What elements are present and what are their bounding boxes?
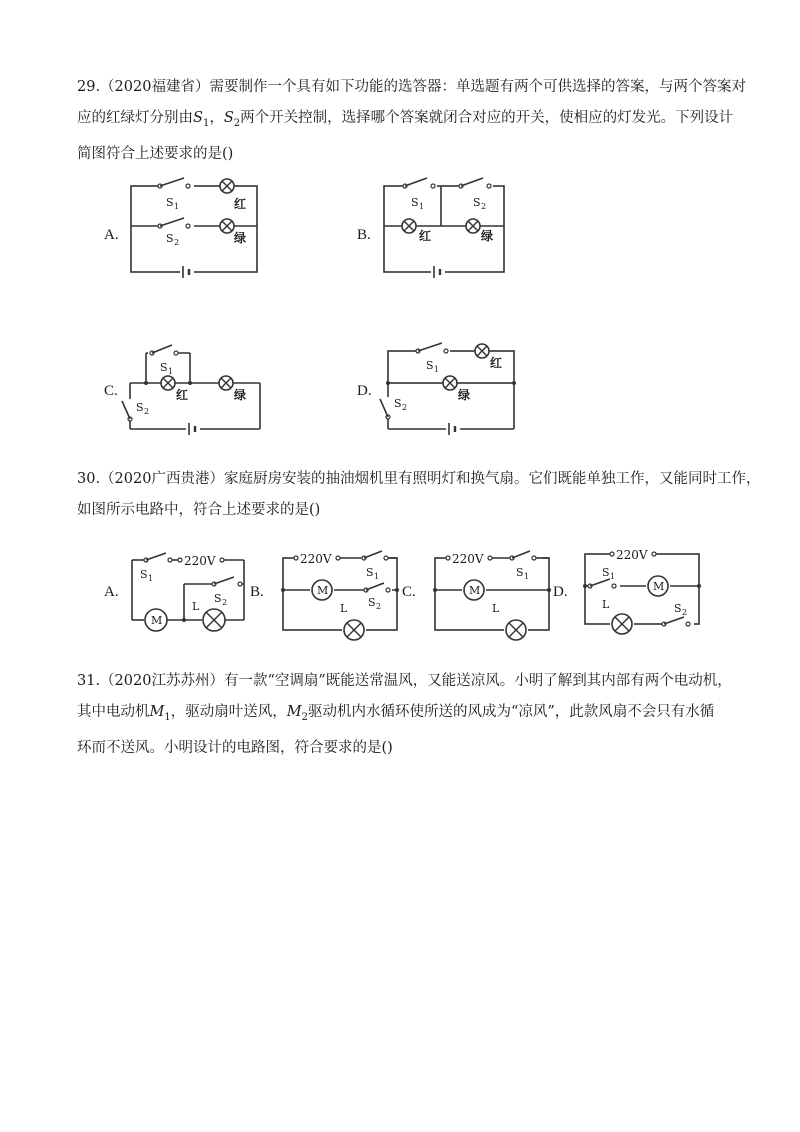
q29-circuit-a (130, 180, 260, 276)
svg-text:1: 1 (524, 572, 530, 581)
q29-circuit-c (130, 345, 270, 435)
svg-text:2: 2 (174, 238, 180, 247)
q29-line-1: 29.（2020福建省）需要制作一个具有如下功能的选答器：单选题有两个可供选择的答案，与两个答案对 (77, 79, 746, 95)
q30-option-b-label[interactable]: B. (250, 584, 264, 600)
green-lamp-icon (219, 376, 233, 390)
q30-circuit-a (130, 550, 250, 632)
svg-text:绿: 绿 (481, 229, 494, 243)
question-31 (77, 666, 737, 764)
lamp-icon (506, 620, 526, 640)
svg-text:220V: 220V (184, 554, 216, 568)
svg-text:L: L (192, 600, 200, 613)
red-lamp-icon (220, 179, 234, 193)
q30-circuit-d (584, 546, 704, 630)
q30-line-2: 如图所示电路中，符合上述要求的是() (77, 502, 321, 518)
svg-text:S: S (166, 196, 174, 209)
svg-text:2: 2 (144, 407, 150, 416)
svg-text:S: S (140, 568, 148, 581)
q29-option-b-label[interactable]: B. (357, 227, 371, 243)
q31-line-3: 环而不送风。小明设计的电路图，符合要求的是() (77, 739, 393, 756)
switch-s2 (122, 401, 132, 421)
q29-option-c-label[interactable]: C. (104, 383, 118, 399)
svg-text:S: S (366, 566, 374, 579)
svg-text:M: M (469, 584, 481, 597)
svg-text:红: 红 (176, 388, 189, 402)
red-lamp-icon (475, 344, 489, 358)
svg-text:L: L (492, 602, 500, 615)
switch-s2 (212, 577, 242, 586)
svg-text:2: 2 (682, 608, 688, 617)
svg-text:绿: 绿 (234, 231, 247, 245)
svg-text:2: 2 (402, 403, 408, 412)
q29-line-3: 简图符合上述要求的是() (77, 145, 234, 162)
svg-text:S: S (426, 359, 434, 372)
svg-text:S: S (214, 592, 222, 605)
svg-text:L: L (340, 602, 348, 615)
svg-text:1: 1 (419, 202, 425, 211)
q30-circuit-b (282, 550, 402, 634)
green-lamp-icon (220, 219, 234, 233)
red-lamp-icon (402, 219, 416, 233)
svg-text:S: S (136, 401, 144, 414)
svg-text:绿: 绿 (458, 388, 471, 402)
svg-text:S: S (166, 232, 174, 245)
lamp-icon (612, 614, 632, 634)
svg-text:红: 红 (234, 197, 247, 211)
svg-text:L: L (602, 598, 610, 611)
svg-text:1: 1 (174, 202, 180, 211)
q29-option-d-label[interactable]: D. (357, 383, 372, 399)
svg-text:S: S (411, 196, 419, 209)
svg-text:M: M (653, 580, 665, 593)
switch-s2 (380, 399, 390, 419)
lamp-icon (344, 620, 364, 640)
svg-text:1: 1 (374, 572, 380, 581)
svg-text:1: 1 (434, 365, 440, 374)
svg-text:红: 红 (419, 229, 432, 243)
svg-text:1: 1 (610, 572, 616, 581)
svg-text:2: 2 (481, 202, 487, 211)
red-lamp-icon (161, 376, 175, 390)
q30-option-a-label[interactable]: A. (104, 584, 119, 600)
green-lamp-icon (466, 219, 480, 233)
switch-symbol-s1: $S_1$ (193, 110, 210, 129)
svg-text:220V: 220V (616, 548, 648, 562)
svg-text:220V: 220V (452, 552, 484, 566)
q30-option-c-label[interactable]: C. (402, 584, 416, 600)
switch-s1 (144, 553, 172, 562)
svg-text:220V: 220V (300, 552, 332, 566)
q29-circuit-b (383, 180, 513, 276)
q29-line-2: 应的红绿灯分别由$S_1$，$S_2$两个开关控制，选择哪个答案就闭合对应的开关，使相应的灯发光。下列设计 (77, 110, 734, 129)
motor-symbol-m1: $M_1$ (149, 704, 171, 723)
q29-circuit-d (388, 345, 528, 435)
svg-text:红: 红 (490, 356, 503, 370)
svg-text:S: S (602, 566, 610, 579)
q31-line-2: 其中电动机$M_1$，驱动扇叶送风，$M_2$驱动机内水循环使所送的风成为“凉风”，此款风扇不会只有水循 (77, 704, 715, 723)
switch-symbol-s2: $S_2$ (223, 110, 241, 129)
svg-text:S: S (674, 602, 682, 615)
svg-text:S: S (160, 361, 168, 374)
question-29 (77, 72, 746, 170)
green-lamp-icon (443, 376, 457, 390)
q29-option-a-label[interactable]: A. (104, 227, 119, 243)
q30-line-1: 30.（2020广西贵港）家庭厨房安装的抽油烟机里有照明灯和换气扇。它们既能单独工作，又能同时工作， (77, 471, 761, 487)
q31-line-1: 31.（2020江苏苏州）有一款“空调扇”既能送常温风，又能送凉风。小明了解到其内部有两个电动机， (77, 673, 732, 689)
svg-text:1: 1 (168, 367, 174, 376)
svg-text:S: S (368, 596, 376, 609)
lamp-icon (203, 609, 225, 631)
q30-option-d-label[interactable]: D. (553, 584, 568, 600)
svg-text:S: S (516, 566, 524, 579)
motor-symbol-m2: $M_2$ (286, 704, 308, 723)
question-30 (77, 464, 761, 526)
svg-text:S: S (473, 196, 481, 209)
svg-text:绿: 绿 (234, 388, 247, 402)
svg-text:S: S (394, 397, 402, 410)
svg-text:1: 1 (148, 574, 154, 583)
svg-text:2: 2 (376, 602, 382, 611)
svg-text:2: 2 (222, 598, 228, 607)
svg-text:M: M (151, 614, 163, 627)
svg-text:M: M (317, 584, 329, 597)
q30-circuit-c (434, 550, 554, 634)
